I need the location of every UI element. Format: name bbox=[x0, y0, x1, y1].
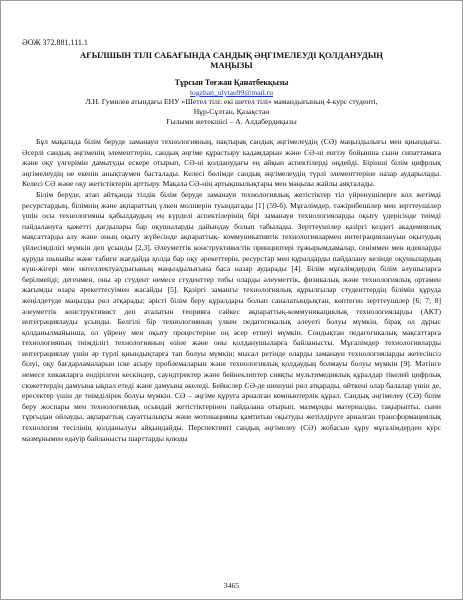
author-email-link[interactable]: togzhan_ulytau99@mail.ru bbox=[189, 88, 274, 97]
author-affiliation: Л.Н. Гумилев атындағы ЕНУ «Шетел тілі: екі шетел тілі» мамандығының 4-курс студенті, bbox=[85, 97, 378, 106]
paper-title bbox=[22, 50, 441, 70]
scientific-supervisor: Ғылыми жетекшісі – А. Алдабердиқызы bbox=[166, 117, 297, 126]
title-line-2: МАҢЫЗЫ bbox=[210, 60, 253, 70]
author-name: Тұрсын Тоғжан Қанатбекқызы bbox=[174, 78, 289, 87]
paper-page bbox=[22, 38, 441, 444]
udk-code: ӘОЖ 372.881.111.1 bbox=[22, 38, 88, 47]
title-line-1: АҒЫЛШЫН ТІЛІ САБАҒЫНДА САНДЫҚ ӘҢГІМЕЛЕУДІ ҚОЛДАНУДЫҢ bbox=[80, 50, 383, 60]
body-paragraph: Білім беруде, атап айтқанда тілдік білім беруде заманауи технологиялық жетістіктер тіл үйренушілерге кол жетімді ресурстардың, білімнің және ақпараттың үлкен молшерін туындатады [1] (59-б). Мұғалімдер, тәжірибешілер мен зерттеушілер үшін осы технологияны қабылдаудың ең күрделі аспектілерінің бірі заманауи технологияларды оқыту үдерісінде тиімді пайдалануға қажетті дағдылары бар оқушыларды дайындау болып табылады. Зерттеушілер қазіргі кездегі академиялық мақсаттарды алу және оның оқыту жүйесінде ақпараттық- коммуникативтік технологиялармен интеграциялануын оқытудың үйлесімділігі мүмкін деп ұсынды [2,3]. Әлеуметтік конструктивистік принциптері тұжырымдамалар, сеніммен мен идеяларды құруда шынайы және табиғи жағдайда қолда бар оқу әрекеттерін, ресурстар мен құралдарды пайдалану кезінде оқушылардың күш-жігері мен интеллектуалдығының маңыздылығына баса назар аударады [4]. Білім мұғалімдердің білім алушыларға берілмейді; дегенмен, оны әр студент немесе студенттер тобы оларды әлеуметтік, физикалық және технологиялық ортамен жағымды өзара әрекеттесуімен жасайды [5]. Қазіргі заманғы технологиялық құрылғылар студенттердің білімін құруда жеңілдетуде маңызды рөл атқарады; әрісті білім беру құралдары болып саналатындықтан, көптеген зерттеушілер [6; 7; 8] әлеуметтік конструктивист деп аталатын теорияға сәйкес ақпараттық-коммуникациялық технологияларды (АКТ) интеграциялауды ұсынды. Белгілі бір технологияның үлкен педагогикалық әлеуеті болуы мүмкін, бірақ ол дұрыс қолданылмайынша, ол үйрену мен оқыту процестеріне оң әсер етпеуі мүмкін. Сондықтан педагогикалық мақсаттарға технологияның тиімділігі технологияның өзіне және оны қолданушыларға байланысты. Мұғалімдер технологияларды интеграциялау үшін әр түрлі қиындықтарға тап болуы мүмкін; мысал ретінде оларды заманауи технологияларды жетесінсіз білуі, оқу бағдарламаларын іске асыру проблемаларын және технологиялық қолдаудың болмауы болуы мүмкін [9]. Мәтінге немесе хикаяларға ендірілген кескіндер, саундтректер және бейнеклиптер сияқты мультимедиялық құралдар тікелей цифрлық сюжеттердің дамуына ықпал етеді және дамуына әкеледі. Бейнслер СӘ-де шешуші рөл атқарады, өйткені олар балалар үшін де, ересектер үшін де тиімділірек болуы мүмкін. СӘ – әңгіме құруға арналған компьютерлік құрал. Сандық әңгімелеу (СӘ) білім беру жоспары мен технологиялық осындай жетістіктерінен пайдалана отырып, мазмұнды материалды, тақырыпты, сыни тұрғыдан ойлауды, ақпараттық сауаттылықты және мотивацияны қамтитын оқытуды жетілдіруге арналған трансформациялық технология тесілінің қолданылуы айқындайды. Перспективті сандық әңгімелеу (СӘ) жобасын құру мұғалімдерден курс мазмұнымен едәуір байланысты шарттарды қоюды bbox=[22, 189, 441, 443]
abstract-paragraph: Бұл мақалада білім беруде заманауи технологияның, нақтырақ сандық әңгімелеудің (СӘ) маңыздылығы мен қиындығы. Әсерлі сандық әңгіменің элементтерін, сандық әңгіме құрастыру кадамдарын және СӘ-ні енгізу бойынша сыни сипаттамаға және оқу үлгерімін дамытуды ескере отырып, СӘ-ні қолданудағы ең айқын аспектілерді өңдейді. Бірінші білім цифрлық әңгімелеудің не екенін анықтаумен басталады. Келесі бөлімде сандық әңгімелеудің түрлі элементтеріне назар аударылады. Келесі СӘ және оқу жетістіктерін арттыру. Мақала СӘ-нің артықшылықтары мен маңызы жайлы аяқталады. bbox=[22, 137, 441, 189]
author-city: Нұр-Сұлтан, Қазақстан bbox=[193, 107, 270, 116]
page-number: 3465 bbox=[223, 581, 240, 590]
